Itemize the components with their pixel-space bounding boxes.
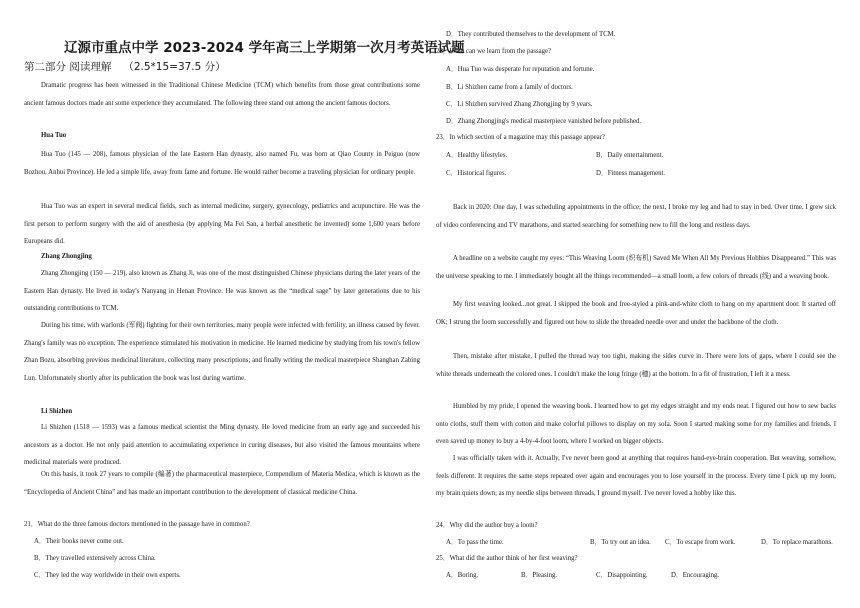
passage-b-paragraph-6: I was officially taken with it. Actually, I've never been good at anything that requires hand-eye-brain cooperation. But weaving, somehow, feels different. It requires the same steps repeated over again and encourages you to lose yourself in the process. Every time I pick up my loom, my brain quiets down; as my needle slips between threads, I ground myself. I've never loved a hobby like this. (436, 455, 836, 497)
q23-option-b[interactable]: B．Daily entertainment. (596, 152, 664, 159)
passage-b-paragraph-5: Humbled by my pride, I opened the weaving book. I learned how to get my edges straight and my ends neat. I figured out how to sew backs onto cloths, stuff them with cotton and make colorful pillows to display on my sofa. Soon I started making some for my families and friends. I even saved up money to buy a 4-by-4-foot loom, where I worked on bigger objects. (436, 403, 836, 445)
q25-option-c[interactable]: C．Disappointing. (596, 572, 648, 579)
page-title: 辽源市重点中学 2023-2024 学年高三上学期第一次月考英语试题 (64, 40, 465, 56)
section-heading (24, 59, 226, 74)
heading-zhang-zhongjing: Zhang Zhongjing (41, 253, 92, 260)
question-25-stem: 25．What did the author think of her first weaving? (436, 555, 578, 562)
zhang-paragraph-2: During his time, with warlords (军阀) fighting for their own territories, many people were infected with fertility, an illness caused by fever. Zhang's family was no exception. The experience stimulated his motivation in medicine. He learned medicine by studying from his town's fellow Zhan Bozu, absorbing previous medicinal literature, collecting many prescriptions; and finally writing the medical masterpiece Shanghan Zabing Lun. Unfortunately shortly after its publication the book was lost during wartime. (24, 322, 420, 382)
q25-option-a[interactable]: A．Boring. (446, 572, 479, 579)
q24-option-d[interactable]: D．To replace marathons. (761, 539, 833, 546)
q24-option-c[interactable]: C．To escape from work. (665, 539, 736, 546)
section-label: 第二部分 阅读理解 (24, 61, 112, 73)
heading-li-shizhen: Li Shizhen (41, 408, 73, 415)
q21-option-b[interactable]: B．They travelled extensively across China. (34, 555, 156, 562)
question-21-stem: 21．What do the three famous doctors mentioned in the passage have in common? (24, 521, 250, 528)
passage-b-paragraph-3: My first weaving looked...not great. I skipped the book and free-styled a pink-and-white cloth to hang on my apartment door. It started off OK; I strung the loom successfully and figured out how to slide the threaded needle over and under the backbone of the cloth. (436, 301, 836, 326)
q24-options-row (446, 537, 833, 549)
q22-option-d[interactable]: D．Zhang Zhongjing's medical masterpiece vanished before published. (446, 118, 642, 125)
li-paragraph-2: On this basis, it took 27 years to compile (编著) the pharmaceutical masterpiece, Compendium of Materia Medica, which is known as the “Encyclopedia of Ancient China” and has made an important contribution to the development of classical medicine China. (24, 471, 420, 496)
q25-options-row (446, 570, 719, 582)
q23-option-d[interactable]: D．Fitness management. (596, 170, 666, 177)
passage-b-paragraph-1: Back in 2020: One day, I was scheduling appointments in the office; the next, I broke my leg and had to stay in bed. Over time, I grew sick of video conferencing and TV marathons, and started searching for something new to fill the long and restless days. (436, 204, 836, 229)
passage-b-paragraph-2: A headline on a website caught my eyes: “This Weaving Loom (织布机) Saved Me When All My Previous Hobbies Disappeared.” This was the universe speaking to me. I immediately bought all the things recommended—a small loom, a few colors of threads (线) and a weaving book. (436, 255, 836, 280)
q25-option-b[interactable]: B．Pleasing. (521, 572, 558, 579)
heading-hua-tuo: Hua Tuo (41, 132, 67, 139)
q21-option-c[interactable]: C．They led the way worldwide in their own experts. (34, 572, 181, 579)
question-24-stem: 24．Why did the author buy a loom? (436, 522, 538, 529)
q23-option-a[interactable]: A．Healthy lifestyles. (446, 152, 508, 159)
passage-b-paragraph-4: Then, mistake after mistake, I pulled the thread way too tight, making the sides curve in. There were lots of gaps, where I could see the white threads underneath the colored ones. I couldn't make the long fringe (穗) at the bottom. In a fit of frustration, I left it a mess. (436, 353, 836, 378)
hua-tuo-paragraph-2: Hua Tuo was an expert in several medical fields, such as internal medicine, surgery, gynecology, pediatrics and acupuncture. He was the first person to perform surgery with the aid of anesthesia (by applying Ma Fei San, a herbal anesthetic he invented) some 1,600 years before Europeans did. (24, 203, 420, 245)
q22-option-b[interactable]: B．Li Shizhen came from a family of doctors. (446, 84, 573, 91)
q23-option-c[interactable]: C．Historical figures. (446, 170, 507, 177)
q21-option-d[interactable]: D．They contributed themselves to the development of TCM. (446, 31, 616, 38)
hua-tuo-paragraph-1: Hua Tuo (145 — 208), famous physician of the late Eastern Han dynasty, also named Fu, was born at Qiao County in Peiguo (now Bozhou, Anhui Province). He led a simple life, away from fame and fortune. He would rather become a traveling physician for ordinary people. (24, 151, 420, 176)
q22-option-a[interactable]: A．Hua Tuo was desperate for reputation and fortune. (446, 66, 595, 73)
zhang-paragraph-1: Zhang Zhongjing (150 — 219), also known as Zhang Ji, was one of the most distinguished Chinese physicians during the later years of the Eastern Han dynasty. He lived in today's Nanyang in Henan Province. He was known as the “medical sage” by later generations due to his outstanding contributions to TCM. (24, 270, 420, 312)
q23-options-row-1 (446, 150, 663, 162)
q25-option-d[interactable]: D．Encouraging. (671, 572, 720, 579)
section-score: （2.5*15=37.5 分） (123, 61, 226, 73)
li-paragraph-1: Li Shizhen (1518 — 1593) was a famous medical scientist the Ming dynasty. He loved medicine from an early age and succeeded his ancestors as a doctor. He not only paid attention to accumulating experience in curing diseases, but also visited the famous mountains where medicinal materials were produced. (24, 424, 420, 466)
q23-options-row-2 (446, 168, 665, 180)
passage-a-intro: Dramatic progress has been witnessed in the Traditional Chinese Medicine (TCM) which benefits from those great contributions some ancient famous doctors made ant some experience they accumulated. The following three stand out among the ancient famous doctors. (24, 82, 420, 107)
question-22-stem: 22．What can we learn from the passage? (436, 48, 552, 55)
question-23-stem: 23．In which section of a magazine may this passage appear? (436, 134, 605, 141)
q22-option-c[interactable]: C．Li Shizhen survived Zhang Zhongjing by 9 years. (446, 101, 593, 108)
q24-option-b[interactable]: B．To try out an idea. (590, 539, 651, 546)
q21-option-a[interactable]: A．Their books never come out. (34, 538, 124, 545)
q24-option-a[interactable]: A．To pass the time. (446, 539, 504, 546)
